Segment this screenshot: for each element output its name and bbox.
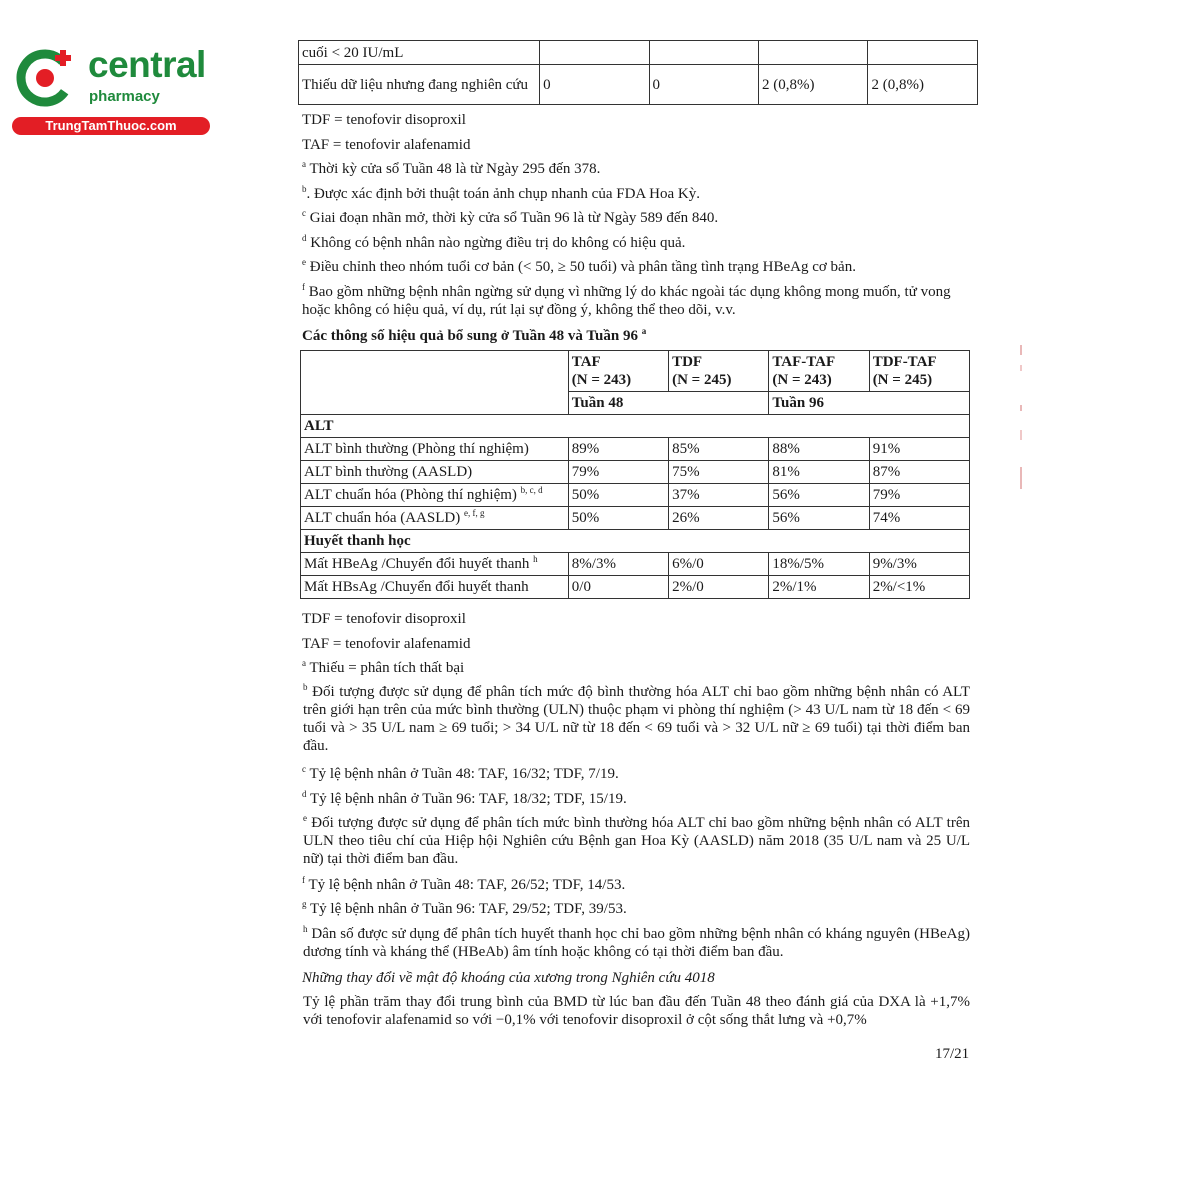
table-section-row: Huyết thanh học (301, 530, 970, 553)
footnote-g: $^g$ Tỷ lệ bệnh nhân ở Tuần 96: TAF, 29/52; TDF, 39/53. (302, 899, 627, 917)
footnote-a: $^a$ Thời kỳ cửa sổ Tuần 48 là từ Ngày 295 đến 378. (302, 159, 601, 177)
logo-subtitle: pharmacy (89, 88, 160, 105)
table-row: cuối < 20 IU/mL (299, 41, 978, 65)
footnote-h: $^h$ Dân số được sử dụng để phân tích huyết thanh học chỉ bao gồm những bệnh nhân có kháng nguyên (HBeAg) dương tính và kháng thể (HBeAb) âm tính hoặc không có tại thời điểm ban đầu. (303, 924, 970, 960)
table-week-row: Tuần 48 Tuần 96 (301, 392, 970, 415)
table-row: Mất HBeAg /Chuyển đổi huyết thanh $^h$ 8%/3% 6%/0 18%/5% 9%/3% (301, 553, 970, 576)
table-row: ALT bình thường (AASLD) 79% 75% 81% 87% (301, 461, 970, 484)
section-heading-bmd: Những thay đổi về mật độ khoáng của xương trong Nghiên cứu 4018 (302, 970, 715, 986)
scan-marks-decoration (1018, 345, 1024, 495)
footnote-d: $^d$ Không có bệnh nhân nào ngừng điều trị do không có hiệu quả. (302, 233, 686, 251)
table-row: ALT chuẩn hóa (Phòng thí nghiệm) $^{b, c, d}$ 50% 37% 56% 79% (301, 484, 970, 507)
logo-site: TrungTamThuoc.com (12, 117, 210, 135)
note-taf: TAF = tenofovir alafenamid (302, 636, 471, 652)
footnote-e: $^e$ Điều chỉnh theo nhóm tuổi cơ bản (< 50, ≥ 50 tuổi) và phân tầng tình trạng HBeAg cơ bản. (302, 257, 856, 275)
footnote-f: $^f$ Bao gồm những bệnh nhân ngừng sử dụng vì những lý do khác ngoài tác dụng không mong muốn, tử vong hoặc không có hiệu quả, ví dụ, rút lại sự đồng ý, không thể theo dõi, v.v. (302, 282, 951, 318)
note-taf: TAF = tenofovir alafenamid (302, 137, 471, 153)
table-row: Mất HBsAg /Chuyển đổi huyết thanh 0/0 2%/0 2%/1% 2%/<1% (301, 576, 970, 599)
table-header-row: TAF (N = 243) TDF (N = 245) TAF-TAF (N = 243) TDF-TAF (N = 245) (301, 351, 970, 392)
table-row: Thiếu dữ liệu nhưng đang nghiên cứu 0 0 2 (0,8%) 2 (0,8%) (299, 65, 978, 105)
footnote-f: $^f$ Tỷ lệ bệnh nhân ở Tuần 48: TAF, 26/52; TDF, 14/53. (302, 875, 626, 893)
footnote-c: $^c$ Giai đoạn nhãn mở, thời kỳ cửa sổ Tuần 96 là từ Ngày 589 đến 840. (302, 208, 719, 226)
footnote-a: $^a$ Thiếu = phân tích thất bại (302, 658, 465, 676)
table-efficacy-parameters (300, 350, 970, 599)
footnote-e: $^e$ Đối tượng được sử dụng để phân tích mức bình thường hóa ALT chỉ bao gồm những bệnh nhân có ALT trên ULN theo tiêu chí của Hiệp hội Nghiên cứu Bệnh gan Hoa Kỳ (AASLD) năm 2018 (35 U/L nam và 25 U/L nữ) tại thời điểm ban đầu. (303, 813, 970, 867)
table-outcomes-continuation (298, 40, 978, 105)
logo-mark-icon (12, 38, 92, 118)
footnote-b: $^b$. Được xác định bởi thuật toán ảnh chụp nhanh của FDA Hoa Kỳ. (302, 184, 700, 202)
note-tdf: TDF = tenofovir disoproxil (302, 112, 466, 128)
page-number: 17/21 (935, 1046, 970, 1062)
footnote-c: $^c$ Tỷ lệ bệnh nhân ở Tuần 48: TAF, 16/32; TDF, 7/19. (302, 764, 619, 782)
paragraph-bmd: Tỷ lệ phần trăm thay đổi trung bình của BMD từ lúc ban đầu đến Tuần 48 theo đánh giá của DXA là +1,7% với tenofovir alafenamid so với −0,1% với tenofovir disoproxil ở cột sống thắt lưng và +0,7% (303, 994, 970, 1028)
table-section-row: ALT (301, 415, 970, 438)
table-row: ALT chuẩn hóa (AASLD) $^{e, f, g}$ 50% 26% 56% 74% (301, 507, 970, 530)
table-row: ALT bình thường (Phòng thí nghiệm) 89% 85% 88% 91% (301, 438, 970, 461)
footnote-b: $^b$ Đối tượng được sử dụng để phân tích mức độ bình thường hóa ALT chỉ bao gồm những bệnh nhân có ALT trên giới hạn trên của mức bình thường (ULN) thuộc phạm vi phòng thí nghiệm (> 43 U/L nam từ 18 đến < 69 tuổi và > 35 U/L nam ≥ 69 tuổi; > 34 U/L nữ từ 18 đến < 69 tuổi và > 32 U/L nữ ≥ 69 tuổi) tại thời điểm ban đầu. (303, 682, 970, 754)
footnote-d: $^d$ Tỷ lệ bệnh nhân ở Tuần 96: TAF, 18/32; TDF, 15/19. (302, 789, 627, 807)
table-title: Các thông số hiệu quả bổ sung ở Tuần 48 và Tuần 96 $^a$ (302, 326, 647, 344)
note-tdf: TDF = tenofovir disoproxil (302, 611, 466, 627)
logo-name: central (88, 44, 206, 85)
